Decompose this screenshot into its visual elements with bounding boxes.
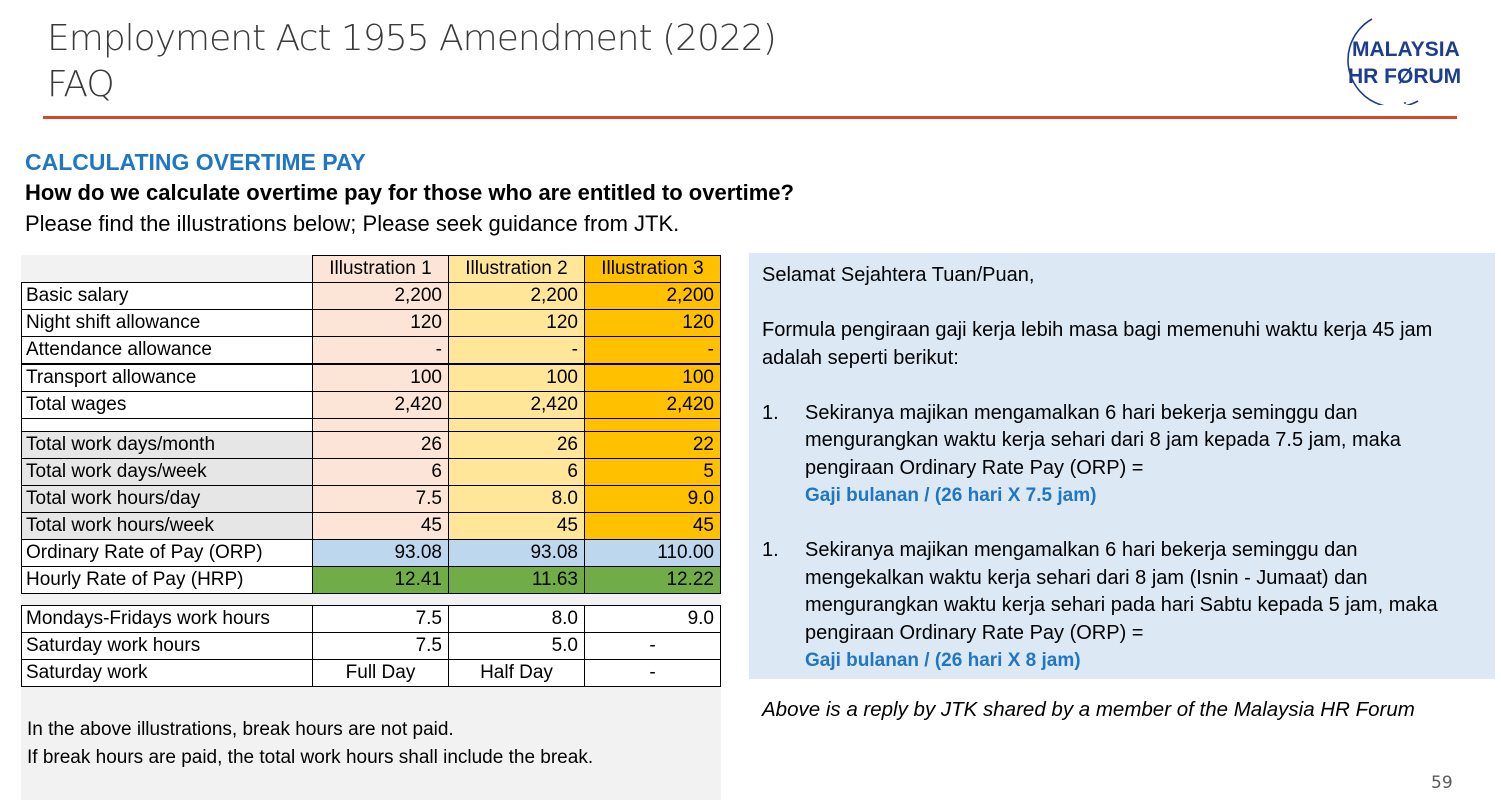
column-header-illustration-1: Illustration 1 — [313, 256, 449, 283]
cell-illustration-3: 12.22 — [585, 567, 721, 594]
cell-illustration-1: 2,420 — [313, 392, 449, 419]
title-line-1: Employment Act 1955 Amendment (2022) — [47, 18, 776, 59]
cell-illustration-2: 5.0 — [449, 633, 585, 660]
cell-illustration-1: Full Day — [313, 660, 449, 687]
header-divider — [43, 116, 1457, 119]
cell-illustration-2: 11.63 — [449, 567, 585, 594]
section-title: CALCULATING OVERTIME PAY — [25, 149, 366, 175]
cell-illustration-1: 26 — [313, 432, 449, 459]
cell-illustration-1: 7.5 — [313, 633, 449, 660]
logo-line-1: MALAYSIA — [1352, 38, 1460, 61]
row-label: Total work hours/week — [22, 513, 313, 540]
cell-illustration-1: 7.5 — [313, 606, 449, 633]
faq-intro: Please find the illustrations below; Please seek guidance from JTK. — [25, 211, 680, 236]
item-text: Sekiranya majikan mengamalkan 6 hari bekerja seminggu dan mengurangkan waktu kerja sehari dari 8 jam kepada 7.5 jam, maka pengiraan Ordinary Rate Pay (ORP) = — [805, 401, 1401, 479]
reply-item-2 — [762, 537, 1462, 675]
cell-illustration-2: 2,420 — [449, 392, 585, 419]
page-title — [47, 16, 776, 108]
cell-illustration-3: 5 — [585, 459, 721, 486]
cell-illustration-1: 120 — [313, 310, 449, 337]
row-label: Transport allowance — [22, 364, 313, 392]
row-label: Total work hours/day — [22, 486, 313, 513]
page-number: 59 — [1431, 773, 1453, 793]
cell-illustration-2: 93.08 — [449, 540, 585, 567]
cell-illustration-1: 93.08 — [313, 540, 449, 567]
cell-illustration-1: 6 — [313, 459, 449, 486]
row-label: Total work days/week — [22, 459, 313, 486]
row-label: Total wages — [22, 392, 313, 419]
table-row-work-hours-week — [22, 513, 721, 540]
table-row-ordinary-rate-of-pay — [22, 540, 721, 567]
cell-illustration-1: 2,200 — [313, 283, 449, 310]
cell-illustration-1: 100 — [313, 364, 449, 392]
logo-line-2: HR FØRUM — [1348, 65, 1462, 88]
faq-question: How do we calculate overtime pay for those who are entitled to overtime? — [25, 180, 794, 205]
cell-illustration-2: 8.0 — [449, 486, 585, 513]
cell-illustration-3: 120 — [585, 310, 721, 337]
table-row-work-days-month — [22, 432, 721, 459]
cell-illustration-2: Half Day — [449, 660, 585, 687]
column-header-illustration-2: Illustration 2 — [449, 256, 585, 283]
cell-illustration-1: 45 — [313, 513, 449, 540]
cell-illustration-3: - — [585, 660, 721, 687]
cell-illustration-1: - — [313, 337, 449, 365]
row-label: Ordinary Rate of Pay (ORP) — [22, 540, 313, 567]
note-line-2: If break hours are paid, the total work hours shall include the break. — [27, 747, 594, 768]
table-row-saturday-hours — [22, 633, 721, 660]
cell-illustration-1: 7.5 — [313, 486, 449, 513]
note-line-1: In the above illustrations, break hours are not paid. — [27, 719, 454, 740]
logo-wordmark — [1348, 36, 1461, 90]
item-number: 1. — [762, 539, 779, 561]
cell-illustration-2: 8.0 — [449, 606, 585, 633]
row-label: Attendance allowance — [22, 337, 313, 365]
cell-illustration-3: 9.0 — [585, 606, 721, 633]
cell-illustration-3: 110.00 — [585, 540, 721, 567]
cell-illustration-3: 45 — [585, 513, 721, 540]
table-gap-row — [22, 594, 721, 606]
cell-illustration-3: - — [585, 633, 721, 660]
cell-illustration-2: 120 — [449, 310, 585, 337]
cell-illustration-3: 2,200 — [585, 283, 721, 310]
column-header-illustration-3: Illustration 3 — [585, 256, 721, 283]
cell-illustration-2: 6 — [449, 459, 585, 486]
cell-illustration-3: 9.0 — [585, 486, 721, 513]
item-formula: Gaji bulanan / (26 hari X 7.5 jam) — [805, 485, 1097, 506]
row-label: Mondays-Fridays work hours — [22, 606, 313, 633]
break-hours-note — [27, 716, 593, 772]
table-row-saturday-work — [22, 660, 721, 687]
table-row-attendance-allowance — [22, 337, 721, 365]
row-label: Saturday work — [22, 660, 313, 687]
table-row-hourly-rate-of-pay — [22, 567, 721, 594]
row-label: Basic salary — [22, 283, 313, 310]
reply-item-1 — [762, 400, 1462, 510]
overtime-illustration-table — [21, 255, 721, 687]
table-row-work-hours-day — [22, 486, 721, 513]
source-note: Above is a reply by JTK shared by a member of the Malaysia HR Forum — [762, 698, 1415, 721]
header-blank-cell — [22, 256, 313, 283]
malaysia-hr-forum-logo — [1330, 17, 1480, 105]
item-number: 1. — [762, 401, 779, 424]
cell-illustration-3: 100 — [585, 364, 721, 392]
reply-formula-intro: Formula pengiraan gaji kerja lebih masa bagi memenuhi waktu kerja 45 jam adalah seperti berikut: — [762, 319, 1433, 369]
cell-illustration-2: 2,200 — [449, 283, 585, 310]
reply-greeting: Selamat Sejahtera Tuan/Puan, — [762, 264, 1035, 286]
cell-illustration-3: - — [585, 337, 721, 365]
table-row-weekday-hours — [22, 606, 721, 633]
cell-illustration-3: 22 — [585, 432, 721, 459]
table-header-row — [22, 256, 721, 283]
item-text: Sekiranya majikan mengamalkan 6 hari bekerja seminggu dan mengekalkan waktu kerja sehari dari 8 jam (Isnin - Jumaat) dan mengurangkan waktu kerja sehari pada hari Sabtu kepada 5 jam, maka pengiraan Ordinary Rate Pay (ORP) = — [805, 539, 1438, 644]
jtk-reply-box — [749, 253, 1495, 679]
row-label: Hourly Rate of Pay (HRP) — [22, 567, 313, 594]
cell-illustration-3: 2,420 — [585, 392, 721, 419]
item-formula: Gaji bulanan / (26 hari X 8 jam) — [805, 650, 1081, 671]
cell-illustration-2: 26 — [449, 432, 585, 459]
table-row-total-wages — [22, 392, 721, 419]
table-row-transport-allowance — [22, 364, 721, 392]
table-row-work-days-week — [22, 459, 721, 486]
table-spacer-row — [22, 419, 721, 432]
cell-illustration-2: - — [449, 337, 585, 365]
row-label: Night shift allowance — [22, 310, 313, 337]
table-row-night-shift-allowance — [22, 310, 721, 337]
cell-illustration-1: 12.41 — [313, 567, 449, 594]
cell-illustration-2: 100 — [449, 364, 585, 392]
row-label: Total work days/month — [22, 432, 313, 459]
table-row-basic-salary — [22, 283, 721, 310]
cell-illustration-2: 45 — [449, 513, 585, 540]
title-line-2: FAQ — [47, 64, 114, 105]
row-label: Saturday work hours — [22, 633, 313, 660]
